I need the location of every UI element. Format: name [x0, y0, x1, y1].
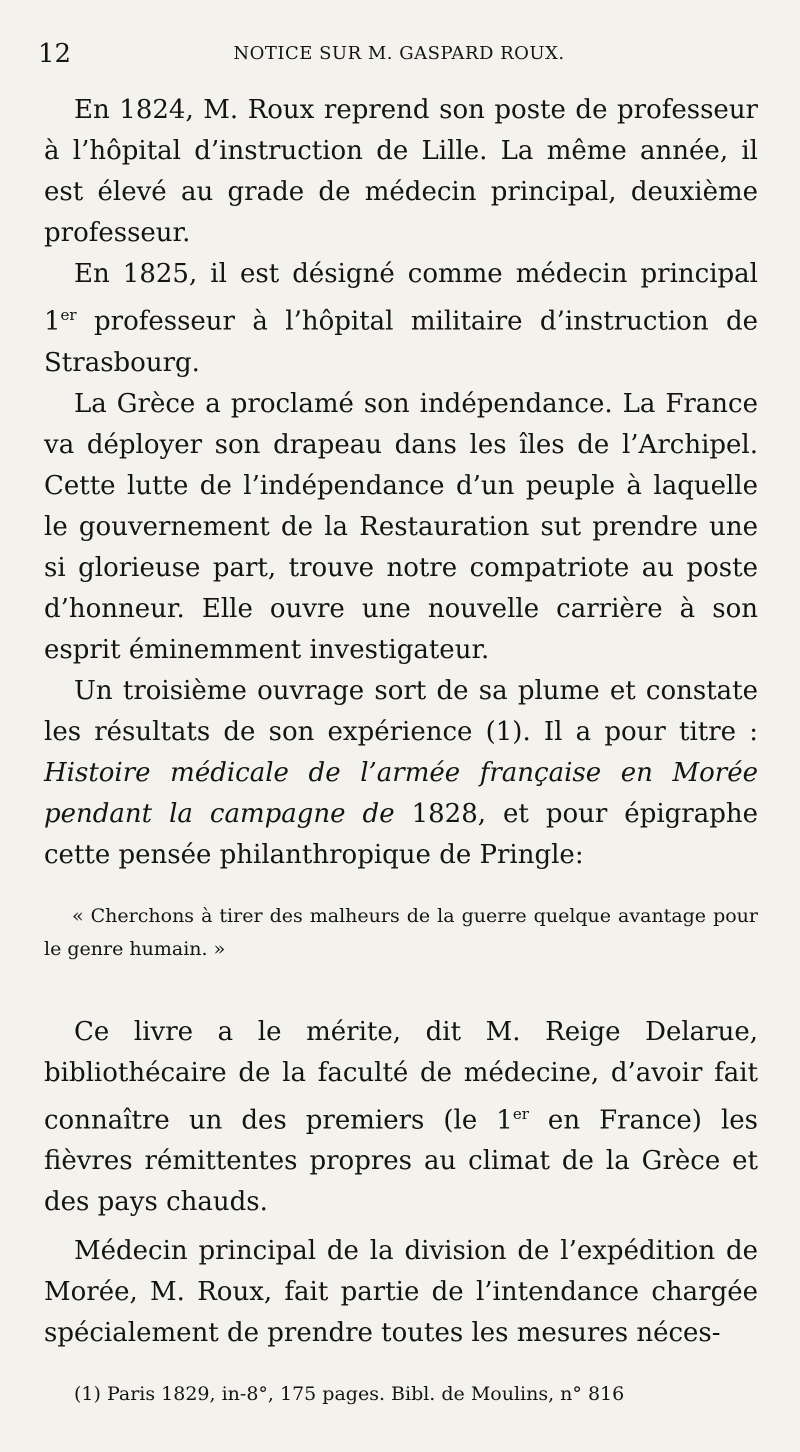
paragraph-5-text-a: Ce livre a le mérite, dit M. Reige Delarue, bibliothécaire de la faculté de médecine, d’avoir fait connaître un des premiers (le 1 — [44, 1016, 758, 1136]
footnote: (1) Paris 1829, in-8°, 175 pages. Bibl. de Moulins, n° 816 — [74, 1383, 625, 1405]
paragraph-4-text-a: Un troisième ouvrage sort de sa plume et constate les résultats de son expérience (1). Il a pour titre : — [44, 675, 758, 747]
paragraph-4-text-b: 1828, et pour épigraphe cette pensée philanthropique de Pringle: — [44, 798, 759, 870]
paragraph-3 — [44, 384, 758, 671]
epigraph-quote — [44, 900, 758, 966]
paragraph-5-superscript: er — [512, 1104, 529, 1123]
page-header — [38, 36, 760, 72]
running-title: NOTICE SUR M. GASPARD ROUX. — [233, 43, 565, 64]
paragraph-1 — [44, 90, 758, 254]
paragraph-2-text-a: En 1825, il est désigné comme médecin principal 1 — [44, 259, 758, 337]
paragraph-6 — [44, 1231, 758, 1354]
paragraph-2-superscript: er — [60, 306, 77, 324]
body-text — [44, 90, 758, 1354]
book-title-italic: Histoire médicale de l’armée française en Morée pendant la campagne de — [44, 757, 758, 829]
paragraph-5-text-b: en France) les fièvres rémittentes propres au climat de la Grèce et des pays chauds. — [44, 1105, 758, 1218]
paragraph-4 — [44, 671, 758, 876]
paragraph-2-text-b: professeur à l’hôpital militaire d’instruction de Strasbourg. — [44, 306, 758, 378]
paragraph-2 — [44, 254, 758, 384]
paragraph-3-text: La Grèce a proclamé son indépendance. La France va déployer son drapeau dans les îles de l’Archipel. Cette lutte de l’indépendance d’un peuple à laquelle le gouvernement de la Restauration sut prendre une si glorieuse part, trouve notre compatriote au poste d’honneur. Elle ouvre une nouvelle carrière à son esprit éminemment investigateur. — [44, 388, 758, 665]
paragraph-5 — [44, 1012, 758, 1224]
epigraph-quote-text: « Cherchons à tirer des malheurs de la guerre quelque avantage pour le genre humain. » — [44, 904, 758, 960]
paragraph-1-text: En 1824, M. Roux reprend son poste de professeur à l’hôpital d’instruction de Lille. La même année, il est élevé au grade de médecin principal, deuxième professeur. — [44, 95, 758, 248]
page-number: 12 — [38, 39, 72, 69]
paragraph-6-text: Médecin principal de la division de l’expédition de Morée, M. Roux, fait partie de l’intendance chargée spécialement de prendre toutes les mesures néces- — [44, 1236, 758, 1349]
